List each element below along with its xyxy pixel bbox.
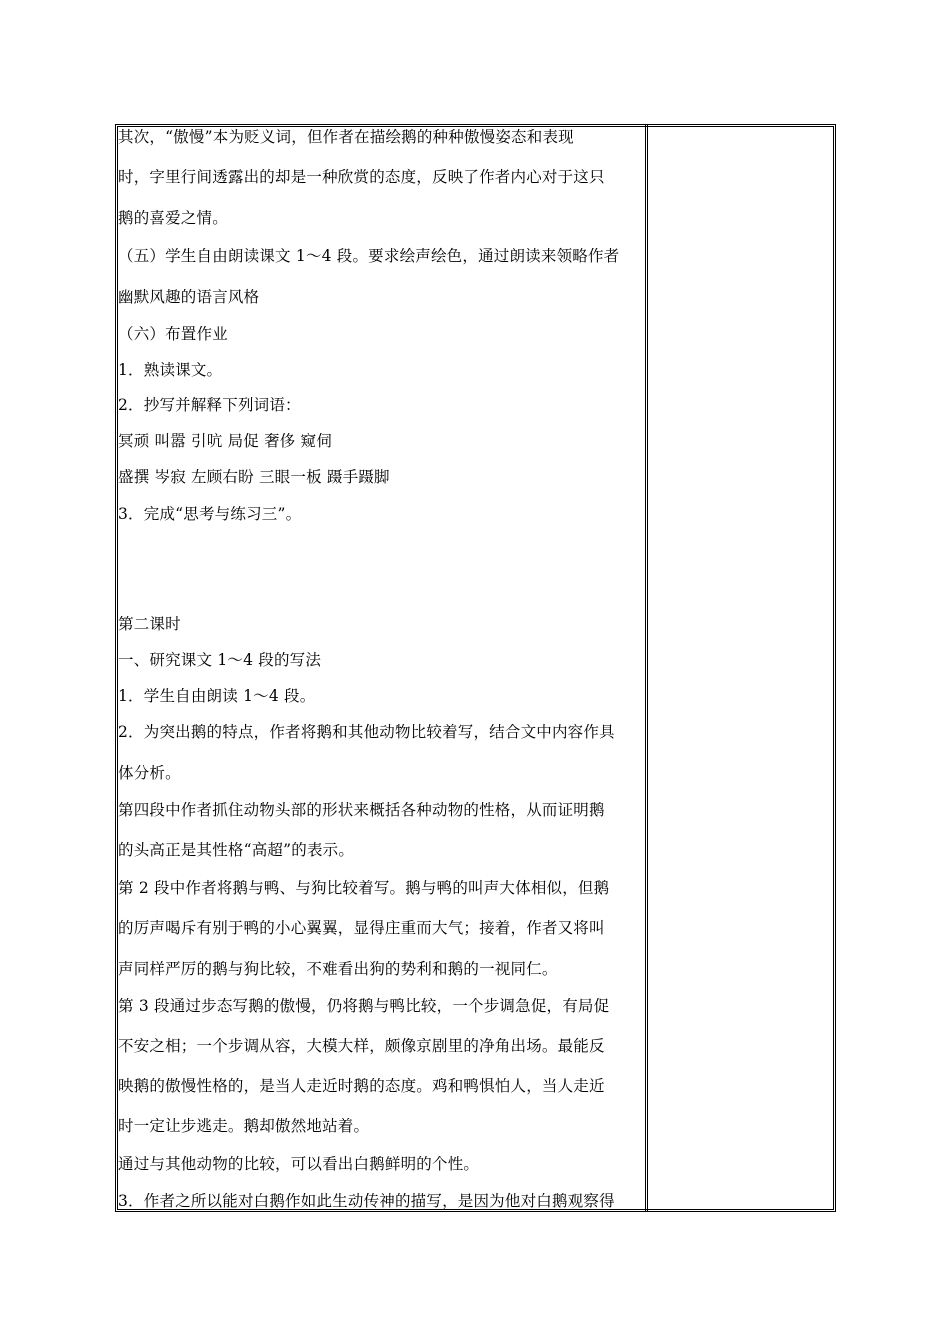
text-line: 的头高正是其性格“高超”的表示。 <box>118 841 355 859</box>
text-line: 第 2 段中作者将鹅与鸭、与狗比较着写。鹅与鸭的叫声大体相似，但鹅 <box>118 879 610 897</box>
text-line: （五）学生自由朗读课文 1～4 段。要求绘声绘色，通过朗读来领略作者 <box>118 247 620 265</box>
text-line: 2．抄写并解释下列词语： <box>118 396 301 414</box>
vocabulary-line: 冥顽 叫嚣 引吭 局促 奢侈 窥伺 <box>118 432 333 450</box>
column-divider <box>645 124 648 1212</box>
text-line: 声同样严厉的鹅与狗比较，不难看出狗的势利和鹅的一视同仁。 <box>118 960 558 978</box>
text-line: 体分析。 <box>118 764 181 782</box>
text-line: 幽默风趣的语言风格 <box>118 288 260 306</box>
text-line: 映鹅的傲慢性格的，是当人走近时鹅的态度。鸡和鸭惧怕人，当人走近 <box>118 1077 605 1095</box>
text-line: 不安之相；一个步调从容，大模大样，颇像京剧里的净角出场。最能反 <box>118 1037 605 1055</box>
section-heading: （六）布置作业 <box>118 325 228 343</box>
text-line: 通过与其他动物的比较，可以看出白鹅鲜明的个性。 <box>118 1155 480 1173</box>
text-line: 其次，“傲慢”本为贬义词，但作者在描绘鹅的种种傲慢姿态和表现 <box>118 128 574 146</box>
text-line: 第四段中作者抓住动物头部的形状来概括各种动物的性格，从而证明鹅 <box>118 801 605 819</box>
text-line: 3．完成“思考与练习三”。 <box>118 505 302 523</box>
section-heading: 一、研究课文 1～4 段的写法 <box>118 651 322 669</box>
text-line: 鹅的喜爱之情。 <box>118 209 228 227</box>
lesson-heading: 第二课时 <box>118 615 181 633</box>
text-line: 2．为突出鹅的特点，作者将鹅和其他动物比较着写，结合文中内容作具 <box>118 723 615 741</box>
text-line: 时一定让步逃走。鹅却傲然地站着。 <box>118 1117 370 1135</box>
text-line: 第 3 段通过步态写鹅的傲慢，仍将鹅与鸭比较，一个步调急促，有局促 <box>118 997 610 1015</box>
text-line: 时，字里行间透露出的却是一种欣赏的态度，反映了作者内心对于这只 <box>118 168 605 186</box>
vocabulary-line: 盛撰 岑寂 左顾右盼 三眼一板 蹑手蹑脚 <box>118 468 390 486</box>
text-line: 的厉声喝斥有别于鸭的小心翼翼，显得庄重而大气；接着，作者又将叫 <box>118 919 605 937</box>
text-line: 3．作者之所以能对白鹅作如此生动传神的描写，是因为他对白鹅观察得 <box>118 1192 615 1210</box>
text-line: 1．学生自由朗读 1～4 段。 <box>118 687 316 705</box>
text-line: 1．熟读课文。 <box>118 361 223 379</box>
